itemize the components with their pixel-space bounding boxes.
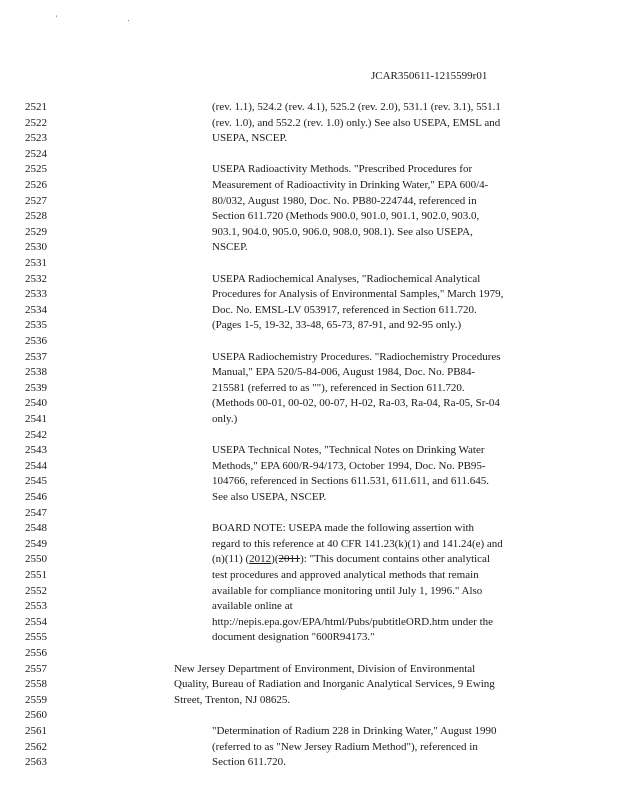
line-number: 2558 xyxy=(25,678,47,691)
text-line xyxy=(0,444,619,457)
line-number: 2536 xyxy=(25,335,47,347)
text-line xyxy=(0,304,619,317)
line-text: BOARD NOTE: USEPA made the following assertion with xyxy=(212,522,475,535)
line-text xyxy=(212,553,490,566)
line-text: Section 611.720 (Methods 900.0, 901.0, 901.1, 902.0, 903.0, xyxy=(212,210,480,223)
line-number: 2538 xyxy=(25,366,47,379)
line-text: test procedures and approved analytical methods that remain xyxy=(212,569,479,581)
text-line xyxy=(0,101,619,114)
text-line xyxy=(0,631,619,644)
text-line xyxy=(0,132,619,145)
text-line xyxy=(0,382,619,395)
scan-marks: ' . xyxy=(56,14,164,23)
line-number: 2553 xyxy=(25,600,47,613)
line-number: 2540 xyxy=(25,397,47,410)
line-text: only.) xyxy=(212,413,238,425)
line-text: USEPA Radiochemistry Procedures. "Radiochemistry Procedures xyxy=(212,350,501,363)
line-text: Measurement of Radioactivity in Drinking Water," EPA 600/4- xyxy=(212,179,489,191)
line-number: 2530 xyxy=(25,241,47,254)
line-text: New Jersey Department of Environment, Division of Environmental xyxy=(174,662,476,675)
line-number: 2552 xyxy=(25,584,47,597)
text-line xyxy=(0,725,619,738)
line-text: 903.1, 904.0, 905.0, 906.0, 908.0, 908.1). See also USEPA, xyxy=(212,225,473,238)
line-number: 2545 xyxy=(25,475,47,488)
text-line xyxy=(0,148,619,161)
line-number: 2527 xyxy=(25,194,47,207)
text-line xyxy=(0,507,619,520)
line-number: 2551 xyxy=(25,569,47,581)
text-line xyxy=(0,117,619,130)
line-text: (Pages 1-5, 19-32, 33-48, 65-73, 87-91, and 92-95 only.) xyxy=(212,319,462,332)
text-line xyxy=(0,491,619,504)
text-line xyxy=(0,756,619,769)
line-number: 2554 xyxy=(25,615,47,628)
line-number: 2549 xyxy=(25,537,47,550)
text-line xyxy=(0,351,619,364)
text-line xyxy=(0,553,619,566)
line-number: 2532 xyxy=(25,272,47,285)
text-line xyxy=(0,585,619,598)
line-text: http://nepis.epa.gov/EPA/html/Pubs/pubtitleORD.htm under the xyxy=(212,615,494,628)
line-text: 215581 (referred to as ""), referenced in Section 611.720. xyxy=(212,381,465,394)
line-number: 2541 xyxy=(25,413,47,425)
line-text: See also USEPA, NSCEP. xyxy=(212,491,327,503)
line-number: 2531 xyxy=(25,257,47,269)
line-number: 2524 xyxy=(25,147,47,160)
text-line xyxy=(0,569,619,582)
line-number: 2561 xyxy=(25,725,47,737)
line-text: NSCEP. xyxy=(212,241,248,254)
text-line xyxy=(0,678,619,691)
line-number: 2537 xyxy=(25,350,47,363)
text-line xyxy=(0,195,619,208)
line-number: 2533 xyxy=(25,288,47,301)
line-text: 80/032, August 1980, Doc. No. PB80-224744, referenced in xyxy=(212,194,477,207)
inserted-text: 2012 xyxy=(249,553,272,566)
text-line xyxy=(0,709,619,722)
line-text: 104766, referenced in Sections 611.531, 611.611, and 611.645. xyxy=(212,475,489,488)
text-line xyxy=(0,319,619,332)
line-text: USEPA Technical Notes, "Technical Notes on Drinking Water xyxy=(212,444,485,457)
line-text: Street, Trenton, NJ 08625. xyxy=(174,693,291,706)
line-text: Section 611.720. xyxy=(212,756,286,769)
line-number: 2562 xyxy=(25,740,47,753)
text-line xyxy=(0,741,619,754)
text-segment: (n)(11) ( xyxy=(212,553,250,566)
line-number: 2543 xyxy=(25,444,47,457)
text-line xyxy=(0,288,619,301)
line-number: 2563 xyxy=(25,756,47,769)
text-line xyxy=(0,600,619,613)
text-line xyxy=(0,429,619,442)
line-number: 2542 xyxy=(25,428,47,441)
line-text: (rev. 1.1), 524.2 (rev. 4.1), 525.2 (rev. 2.0), 531.1 (rev. 3.1), 551.1 xyxy=(212,101,501,113)
line-text: USEPA, NSCEP. xyxy=(212,132,288,145)
text-line xyxy=(0,694,619,707)
text-line xyxy=(0,335,619,348)
line-text: Methods," EPA 600/R-94/173, October 1994, Doc. No. PB95- xyxy=(212,459,486,472)
line-number: 2559 xyxy=(25,693,47,706)
line-text: document designation "600R94173." xyxy=(212,631,375,644)
line-text: regard to this reference at 40 CFR 141.23(k)(1) and 141.24(e) and xyxy=(212,537,503,550)
line-number: 2522 xyxy=(25,116,47,129)
line-text: Procedures for Analysis of Environmental Samples," March 1979, xyxy=(212,288,504,301)
line-text: Manual," EPA 520/5-84-006, August 1984, Doc. No. PB84- xyxy=(212,366,476,379)
line-text: Doc. No. EMSL-LV 053917, referenced in Section 611.720. xyxy=(212,303,477,316)
text-line xyxy=(0,663,619,676)
line-text: Quality, Bureau of Radiation and Inorganic Analytical Services, 9 Ewing xyxy=(174,678,495,691)
text-line xyxy=(0,538,619,551)
line-text: USEPA Radioactivity Methods. "Prescribed Procedures for xyxy=(212,163,473,176)
line-number: 2528 xyxy=(25,210,47,223)
text-segment: ): "This document contains other analytical xyxy=(300,553,490,566)
line-number: 2557 xyxy=(25,662,47,675)
line-number: 2526 xyxy=(25,179,47,191)
text-line xyxy=(0,257,619,270)
line-number: 2547 xyxy=(25,506,47,519)
line-text: (referred to as "New Jersey Radium Method"), referenced in xyxy=(212,740,478,753)
text-line xyxy=(0,179,619,192)
line-number: 2546 xyxy=(25,491,47,503)
text-line xyxy=(0,522,619,535)
document-id: JCAR350611-1215599r01 xyxy=(371,70,488,82)
text-line xyxy=(0,397,619,410)
text-line xyxy=(0,616,619,629)
line-number: 2521 xyxy=(25,101,47,113)
line-text: "Determination of Radium 228 in Drinking Water," August 1990 xyxy=(212,725,497,737)
deleted-text: 2011 xyxy=(278,553,301,566)
line-number: 2560 xyxy=(25,709,47,722)
text-line xyxy=(0,210,619,223)
text-line xyxy=(0,273,619,286)
line-text: USEPA Radiochemical Analyses, "Radiochemical Analytical xyxy=(212,272,481,285)
line-number: 2523 xyxy=(25,132,47,145)
text-line xyxy=(0,475,619,488)
line-number: 2556 xyxy=(25,647,47,659)
text-line xyxy=(0,460,619,473)
line-number: 2550 xyxy=(25,553,47,566)
line-number: 2535 xyxy=(25,319,47,332)
line-number: 2525 xyxy=(25,163,47,176)
text-line xyxy=(0,226,619,239)
text-line xyxy=(0,413,619,426)
line-number: 2534 xyxy=(25,303,47,316)
line-number: 2548 xyxy=(25,522,47,535)
text-line xyxy=(0,163,619,176)
line-number: 2555 xyxy=(25,631,47,644)
line-text: (Methods 00-01, 00-02, 00-07, H-02, Ra-03, Ra-04, Ra-05, Sr-04 xyxy=(212,397,500,410)
line-text: available for compliance monitoring until July 1, 1996." Also xyxy=(212,584,483,597)
line-number: 2529 xyxy=(25,225,47,238)
text-line xyxy=(0,647,619,660)
line-text: (rev. 1.0), and 552.2 (rev. 1.0) only.) See also USEPA, EMSL and xyxy=(212,116,501,129)
line-text: available online at xyxy=(212,600,293,613)
text-segment: )( xyxy=(271,553,279,566)
line-number: 2539 xyxy=(25,381,47,394)
text-line xyxy=(0,366,619,379)
text-line xyxy=(0,241,619,254)
line-number: 2544 xyxy=(25,459,47,472)
